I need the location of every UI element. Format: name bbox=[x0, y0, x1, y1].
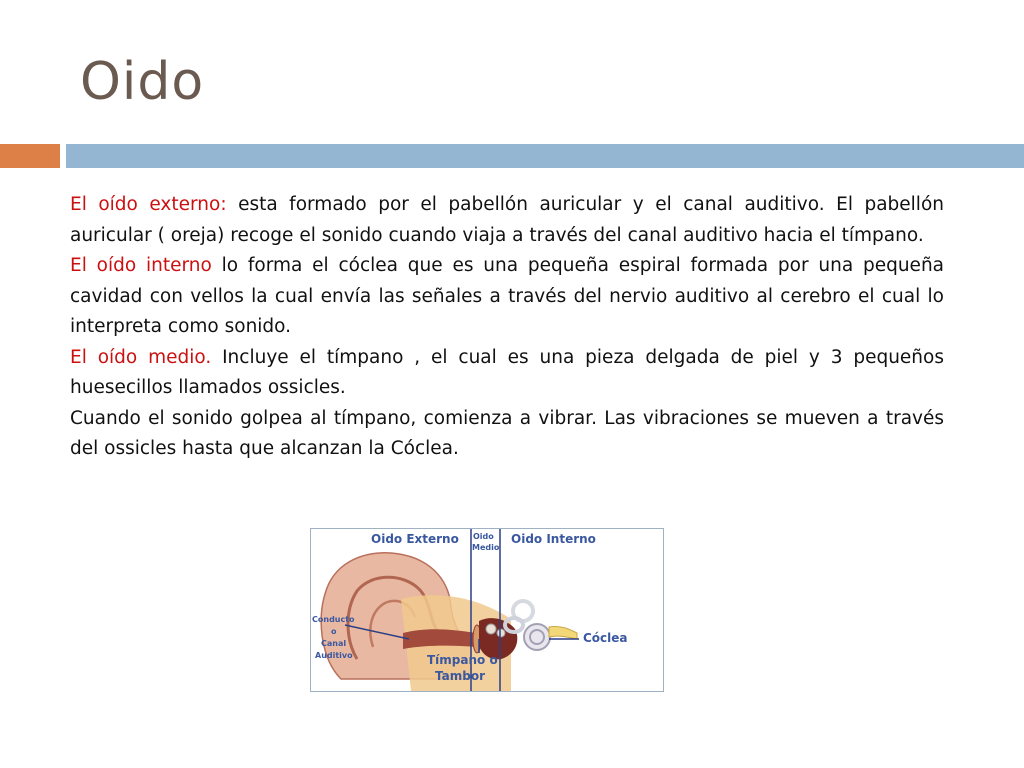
label-middle-ear-2: Medio bbox=[472, 543, 500, 552]
label-canal-2: o bbox=[331, 627, 337, 636]
label-cochlea: Cóclea bbox=[583, 631, 628, 645]
paragraph-lead: El oído externo: bbox=[70, 194, 227, 215]
ossicle bbox=[497, 629, 505, 637]
label-outer-ear: Oido Externo bbox=[371, 532, 459, 546]
auditory-nerve bbox=[549, 626, 577, 639]
label-canal-1: Conducto bbox=[312, 615, 355, 624]
label-eardrum-1: Tímpano o bbox=[427, 653, 498, 667]
paragraph-middle-ear bbox=[70, 343, 944, 404]
ossicle bbox=[486, 624, 496, 634]
label-middle-ear-1: Oido bbox=[473, 532, 494, 541]
paragraph-inner-ear bbox=[70, 251, 944, 343]
label-inner-ear: Oido Interno bbox=[511, 532, 596, 546]
slide-title: Oido bbox=[80, 52, 205, 112]
paragraph-text: Incluye el tímpano , el cual es una pieza delgada de piel y 3 pequeños huesecillos llamados ossicles. bbox=[70, 346, 944, 398]
paragraph-text: lo forma el cóclea que es una pequeña espiral formada por una pequeña cavidad con vellos la cual envía las señales a través del nervio auditivo al cerebro el cual lo interpreta como sonido. bbox=[70, 255, 945, 337]
paragraph-text: Cuando el sonido golpea al tímpano, comienza a vibrar. Las vibraciones se mueven a través del ossicles hasta que alcanzan la Cóclea. bbox=[70, 407, 944, 459]
cochlea-shape bbox=[524, 624, 550, 650]
paragraph-lead: El oído medio. bbox=[70, 346, 212, 368]
accent-bar bbox=[0, 144, 60, 168]
ear-diagram bbox=[310, 528, 664, 692]
label-eardrum-2: Tambor bbox=[435, 669, 485, 683]
label-canal-4: Auditivo bbox=[315, 651, 353, 660]
paragraph-outer-ear bbox=[70, 190, 944, 251]
paragraph-vibration bbox=[70, 404, 944, 465]
paragraph-lead: El oído interno bbox=[70, 255, 212, 276]
body-text bbox=[70, 190, 944, 465]
paragraph-text: esta formado por el pabellón auricular y el canal auditivo. El pabellón auricular ( oreja) recoge el sonido cuando viaja a través del canal auditivo hacia el tímpano. bbox=[70, 194, 944, 246]
title-divider-bar bbox=[66, 144, 1024, 168]
label-canal-3: Canal bbox=[321, 639, 347, 648]
